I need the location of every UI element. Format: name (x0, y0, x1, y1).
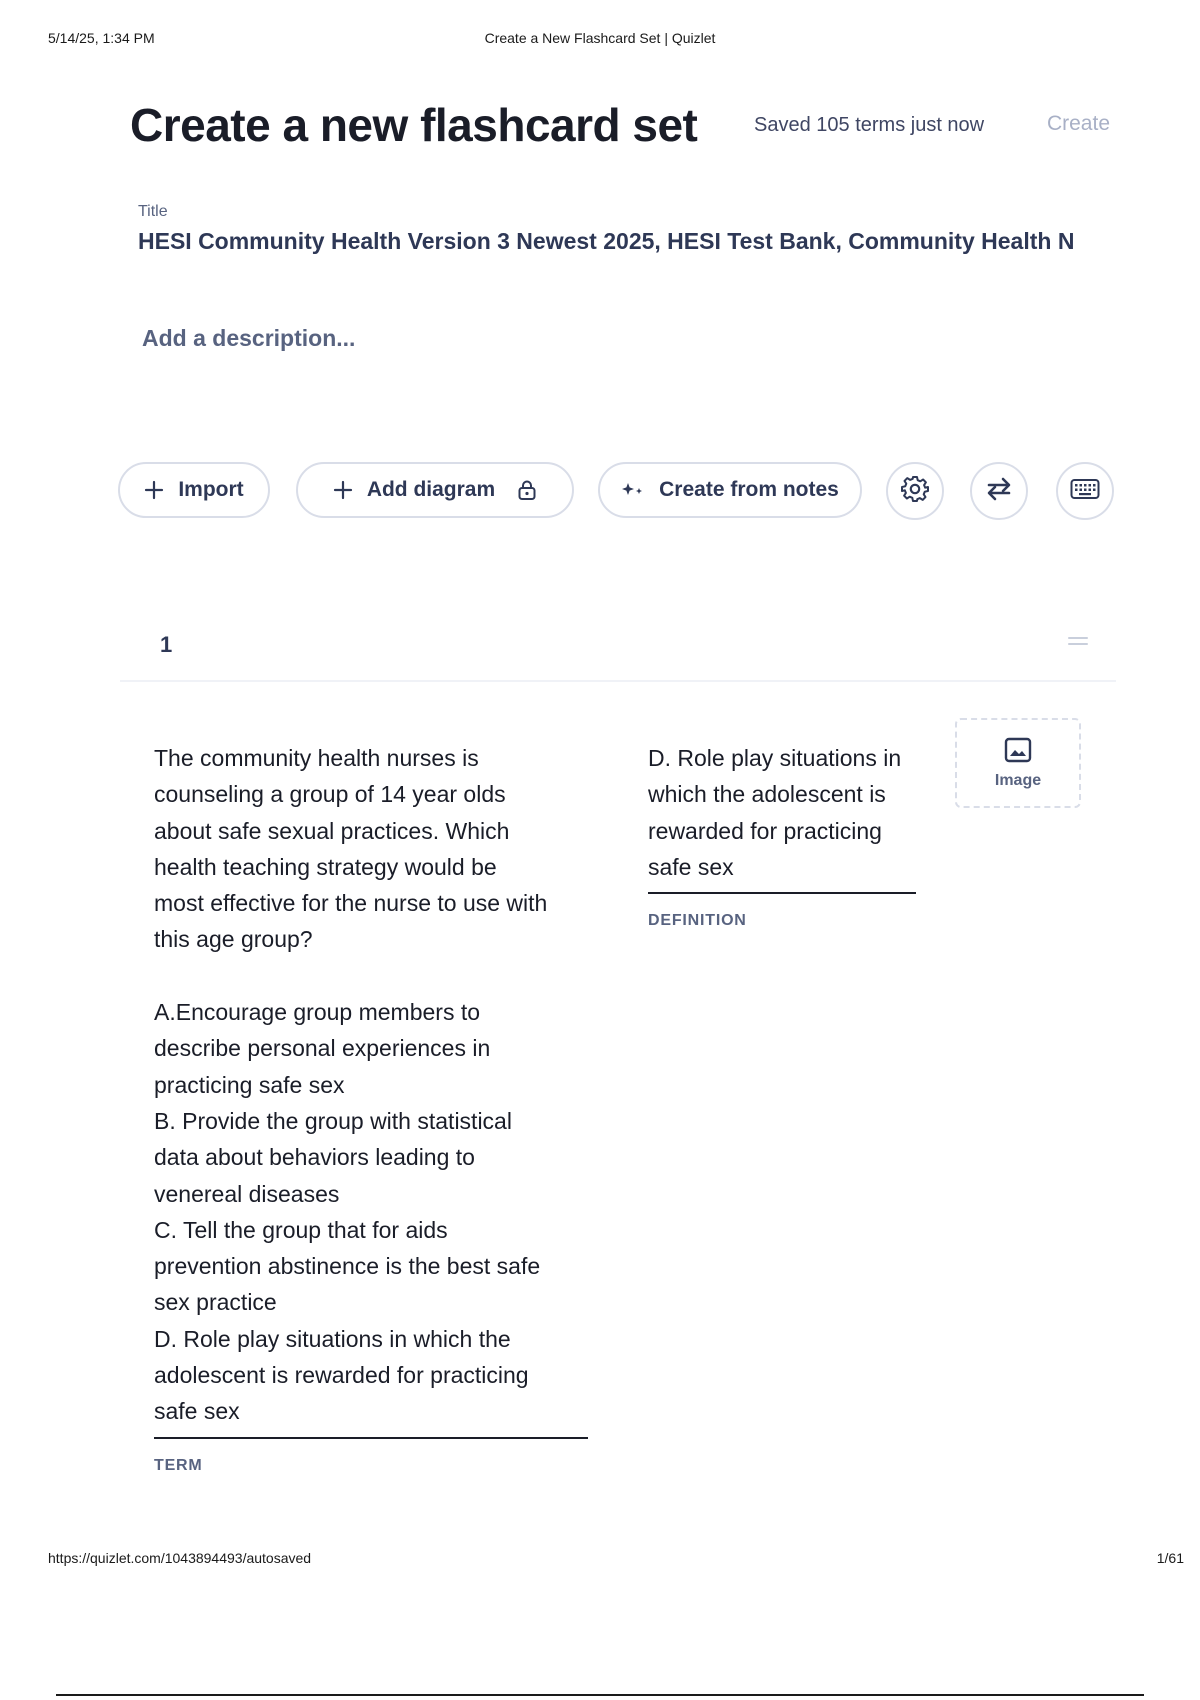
lock-icon (517, 479, 537, 501)
title-input[interactable]: HESI Community Health Version 3 Newest 2025, HESI Test Bank, Community Health N (138, 228, 1075, 254)
page-title: Create a new flashcard set (130, 99, 698, 151)
swap-button[interactable] (970, 462, 1028, 520)
definition-label: DEFINITION (648, 912, 747, 929)
add-diagram-label: Add diagram (366, 478, 496, 501)
image-icon (1004, 737, 1032, 768)
term-input[interactable]: The community health nurses is counseling a group of 14 year olds about safe sexual practices. Which health teaching strategy would be most effective for the nurse to use with this age group? A.Encourage group members to describe personal experiences in practicing safe sex B. Provide the group with statistical data about behaviors leading to venereal diseases C. Tell the group that for aids prevention abstinence is the best safe sex practice D. Role play situations in which the adolescent is rewarded for practicing safe sex (154, 745, 548, 1425)
image-label: Image (994, 771, 1042, 789)
keyboard-icon (1070, 478, 1100, 505)
print-date: 5/14/25, 1:34 PM (48, 30, 155, 46)
description-input[interactable]: Add a description... (142, 325, 356, 351)
definition-underline (648, 892, 916, 894)
swap-icon (984, 476, 1014, 507)
toolbar (118, 462, 1116, 522)
card-divider (120, 680, 1116, 682)
bottom-rule (56, 1694, 1144, 1696)
save-status: Saved 105 terms just now (754, 114, 985, 136)
drag-handle-icon[interactable] (1068, 634, 1088, 646)
page-header (130, 98, 1110, 158)
plus-icon (144, 480, 164, 500)
print-page-number: 1/61 (1156, 1550, 1184, 1566)
create-from-notes-button[interactable] (598, 462, 862, 518)
card-number: 1 (160, 632, 173, 657)
import-button[interactable] (118, 462, 270, 518)
settings-button[interactable] (886, 462, 944, 520)
add-diagram-button[interactable] (296, 462, 574, 518)
definition-input[interactable]: D. Role play situations in which the adolescent is rewarded for practicing safe sex (648, 745, 902, 880)
term-label: TERM (154, 1457, 203, 1474)
sparkle-icon (621, 480, 645, 500)
import-label: Import (178, 478, 244, 501)
keyboard-shortcuts-button[interactable] (1056, 462, 1114, 520)
gear-icon (900, 474, 930, 509)
print-tab-title: Create a New Flashcard Set | Quizlet (484, 30, 716, 46)
print-url: https://quizlet.com/1043894493/autosaved (48, 1550, 312, 1566)
create-from-notes-label: Create from notes (659, 478, 839, 501)
term-underline (154, 1437, 588, 1439)
create-button[interactable]: Create (1046, 112, 1110, 135)
plus-icon (333, 480, 353, 500)
image-upload-button[interactable] (955, 718, 1081, 808)
title-label: Title (138, 203, 168, 220)
